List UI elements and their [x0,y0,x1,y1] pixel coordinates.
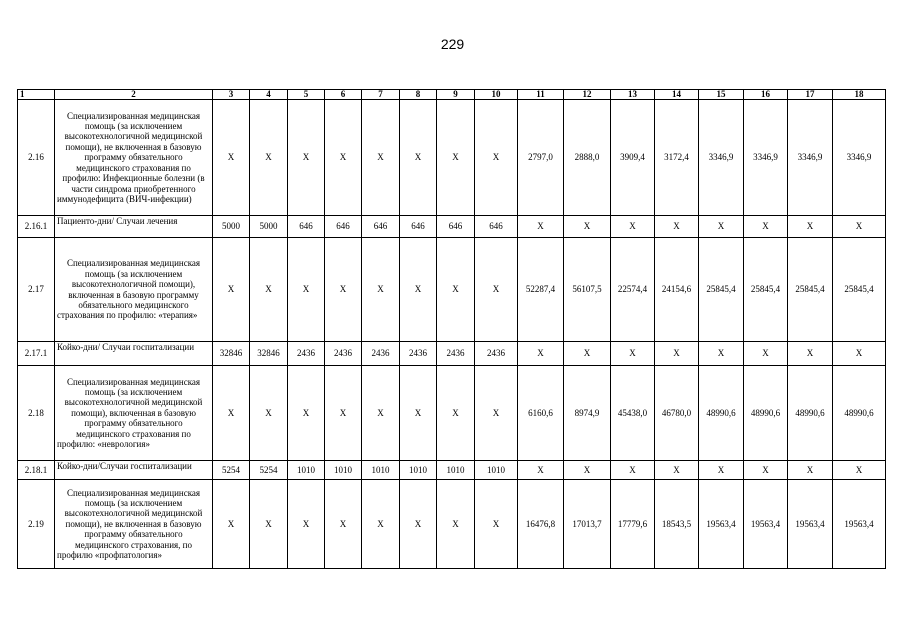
value-cell: 3346,9 [788,100,833,216]
column-header: 5 [288,90,325,100]
value-cell: 2436 [400,342,437,366]
value-cell: 48990,6 [833,366,886,461]
row-description: Специализированная медицинская помощь (за исключением высокотехнологичной медицинской помощи), включенная в базовую программу обязательного медицинского страхования по профилю: «неврология» [55,366,213,461]
value-cell: 2888,0 [564,100,611,216]
value-cell: X [250,366,288,461]
value-cell: X [250,100,288,216]
value-cell: X [475,238,518,342]
value-cell: X [362,100,400,216]
value-cell: X [788,342,833,366]
value-cell: 5000 [250,216,288,238]
value-cell: X [564,342,611,366]
value-cell: 25845,4 [699,238,744,342]
value-cell: 646 [288,216,325,238]
value-cell: X [833,461,886,480]
value-cell: X [288,366,325,461]
value-cell: 6160,6 [518,366,564,461]
value-cell: 646 [362,216,400,238]
column-header: 17 [788,90,833,100]
table-row [18,480,886,569]
value-cell: X [437,480,475,569]
value-cell: X [744,461,788,480]
value-cell: X [325,100,362,216]
value-cell: 3346,9 [833,100,886,216]
value-cell: 1010 [400,461,437,480]
column-header: 13 [611,90,655,100]
row-number: 2.17 [18,238,55,342]
value-cell: 18543,5 [655,480,699,569]
value-cell: X [744,216,788,238]
value-cell: X [288,100,325,216]
value-cell: 8974,9 [564,366,611,461]
value-cell: X [437,100,475,216]
value-cell: 1010 [475,461,518,480]
value-cell: 3346,9 [744,100,788,216]
value-cell: 48990,6 [744,366,788,461]
row-description: Специализированная медицинская помощь (за исключением высокотехнологичной медицинской помощи), не включенная в базовую программу обязательного медицинского страхования по профилю: Инфекционные болезни (в части синдрома приобретенного иммунодефицита (ВИЧ-инфекции) [55,100,213,216]
value-cell: X [437,238,475,342]
value-cell: X [362,238,400,342]
value-cell: 17013,7 [564,480,611,569]
value-cell: 1010 [437,461,475,480]
value-cell: X [699,216,744,238]
column-header: 16 [744,90,788,100]
value-cell: X [325,238,362,342]
value-cell: 3909,4 [611,100,655,216]
value-cell: 46780,0 [655,366,699,461]
value-cell: X [288,480,325,569]
value-cell: X [362,480,400,569]
table-row [18,461,886,480]
header-row [18,90,886,100]
value-cell: X [744,342,788,366]
value-cell: 16476,8 [518,480,564,569]
value-cell: X [475,100,518,216]
value-cell: 48990,6 [788,366,833,461]
value-cell: X [362,366,400,461]
value-cell: 5000 [213,216,250,238]
value-cell: 24154,6 [655,238,699,342]
value-cell: 32846 [250,342,288,366]
row-description: Специализированная медицинская помощь (за исключением высокотехнологичной помощи), включенная в базовую программу обязательного медицинского страхования по профилю: «терапия» [55,238,213,342]
row-number: 2.18.1 [18,461,55,480]
value-cell: X [833,342,886,366]
page-number: 229 [440,36,465,52]
value-cell: X [655,216,699,238]
value-cell: X [655,461,699,480]
value-cell: X [833,216,886,238]
value-cell: 5254 [250,461,288,480]
table-row [18,216,886,238]
value-cell: X [788,461,833,480]
column-header: 7 [362,90,400,100]
value-cell: 19563,4 [833,480,886,569]
value-cell: X [437,366,475,461]
value-cell: X [475,366,518,461]
value-cell: 3172,4 [655,100,699,216]
value-cell: X [213,480,250,569]
value-cell: X [288,238,325,342]
column-header: 3 [213,90,250,100]
column-header: 9 [437,90,475,100]
value-cell: 19563,4 [788,480,833,569]
value-cell: 2436 [325,342,362,366]
value-cell: 56107,5 [564,238,611,342]
row-number: 2.17.1 [18,342,55,366]
value-cell: 25845,4 [788,238,833,342]
value-cell: 1010 [362,461,400,480]
row-description: Специализированная медицинская помощь (за исключением высокотехнологичной медицинской помощи), не включенная в базовую программу обязательного медицинского страхования, по профилю «профпатология» [55,480,213,569]
value-cell: X [518,216,564,238]
value-cell: 25845,4 [833,238,886,342]
row-number: 2.16.1 [18,216,55,238]
value-cell: 25845,4 [744,238,788,342]
row-description: Койко-дни/ Случаи госпитализации [55,342,213,366]
value-cell: X [400,238,437,342]
value-cell: 646 [475,216,518,238]
value-cell: 45438,0 [611,366,655,461]
value-cell: X [655,342,699,366]
value-cell: X [400,366,437,461]
column-header: 18 [833,90,886,100]
column-header: 1 [18,90,55,100]
value-cell: X [564,461,611,480]
value-cell: X [699,461,744,480]
value-cell: X [325,366,362,461]
value-cell: X [213,238,250,342]
value-cell: 2436 [362,342,400,366]
value-cell: 19563,4 [699,480,744,569]
table-row [18,342,886,366]
value-cell: 2436 [437,342,475,366]
value-cell: 646 [437,216,475,238]
value-cell: X [611,216,655,238]
column-header: 14 [655,90,699,100]
column-header: 11 [518,90,564,100]
value-cell: 646 [325,216,362,238]
column-header: 15 [699,90,744,100]
value-cell: 48990,6 [699,366,744,461]
value-cell: X [250,480,288,569]
value-cell: X [518,342,564,366]
value-cell: 2436 [288,342,325,366]
value-cell: 1010 [325,461,362,480]
value-cell: X [518,461,564,480]
value-cell: X [325,480,362,569]
value-cell: 19563,4 [744,480,788,569]
column-header: 8 [400,90,437,100]
value-cell: X [788,216,833,238]
table-row [18,100,886,216]
value-cell: 17779,6 [611,480,655,569]
row-description: Пациенто-дни/ Случаи лечения [55,216,213,238]
value-cell: X [564,216,611,238]
value-cell: 22574,4 [611,238,655,342]
value-cell: X [213,100,250,216]
column-header: 2 [55,90,213,100]
value-cell: 5254 [213,461,250,480]
row-description: Койко-дни/Случаи госпитализации [55,461,213,480]
row-number: 2.16 [18,100,55,216]
budget-table [17,89,886,569]
value-cell: X [611,342,655,366]
row-number: 2.19 [18,480,55,569]
value-cell: X [400,480,437,569]
table-row [18,366,886,461]
value-cell: X [475,480,518,569]
value-cell: 3346,9 [699,100,744,216]
value-cell: X [400,100,437,216]
column-header: 12 [564,90,611,100]
value-cell: 2436 [475,342,518,366]
value-cell: X [250,238,288,342]
value-cell: X [611,461,655,480]
value-cell: 646 [400,216,437,238]
value-cell: X [213,366,250,461]
value-cell: 2797,0 [518,100,564,216]
table-row [18,238,886,342]
column-header: 10 [475,90,518,100]
column-header: 6 [325,90,362,100]
value-cell: 32846 [213,342,250,366]
row-number: 2.18 [18,366,55,461]
value-cell: 52287,4 [518,238,564,342]
column-header: 4 [250,90,288,100]
value-cell: 1010 [288,461,325,480]
value-cell: X [699,342,744,366]
